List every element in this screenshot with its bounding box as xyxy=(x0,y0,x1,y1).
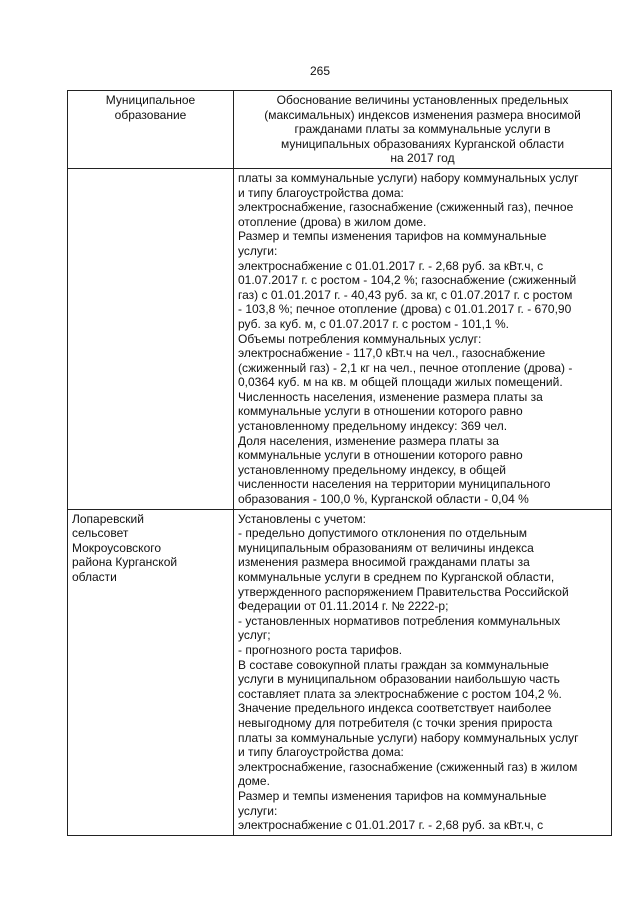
text-line: утвержденного распоряжением Правительства Российской xyxy=(238,584,569,599)
header-col1-line: Муниципальное xyxy=(105,93,196,107)
text-line: Доля населения, изменение размера платы за xyxy=(238,433,499,448)
text-line: платы за коммунальные услуги) набору коммунальных услуг xyxy=(238,730,579,745)
text-line: 0,0364 куб. м на кв. м общей площади жилых помещений. xyxy=(238,375,563,390)
table-row xyxy=(68,509,612,835)
text-line: услуги: xyxy=(238,803,278,818)
text-line: Размер и темпы изменения тарифов на коммунальные xyxy=(238,788,547,803)
text-line: - прогнозного роста тарифов. xyxy=(238,642,403,657)
text-line: В составе совокупной платы граждан за коммунальные xyxy=(238,657,549,672)
text-line: доме. xyxy=(238,774,270,789)
text-line: невыгодному для потребителя (с точки зрения прироста xyxy=(238,715,553,730)
text-line: платы за коммунальные услуги) набору коммунальных услуг xyxy=(238,170,579,185)
text-line: Установлены с учетом: xyxy=(238,511,366,526)
page-number: 265 xyxy=(309,64,331,78)
text-line: Размер и темпы изменения тарифов на коммунальные xyxy=(238,229,547,244)
text-line: отопление (дрова) в жилом доме. xyxy=(238,214,427,229)
header-col2-line: муниципальных образованиях Курганской области xyxy=(280,136,565,151)
text-line: руб. за куб. м, с 01.07.2017 г. с ростом - 101,1 %. xyxy=(238,316,510,331)
text-line: электроснабжение с 01.01.2017 г. - 2,68 руб. за кВт.ч, с xyxy=(238,258,544,273)
text-line: - предельно допустимого отклонения по отдельным xyxy=(238,526,527,541)
header-justification-cell xyxy=(234,91,612,169)
text-line: изменения размера вносимой гражданами платы за xyxy=(238,555,530,570)
text-line: услуги в муниципальном образовании наибольшую часть xyxy=(238,672,560,687)
text-line: услуги: xyxy=(238,243,278,258)
text-line: электроснабжение, газоснабжение (сжиженный газ), печное xyxy=(238,200,574,215)
text-line: коммунальные услуги в отношении которого равно xyxy=(238,448,523,463)
justification-cell xyxy=(234,168,612,509)
municipality-name-line: Мокроусовского xyxy=(72,540,162,555)
municipality-name-line: Лопаревский xyxy=(72,511,144,526)
municipality-cell xyxy=(68,509,234,835)
text-line: электроснабжение, газоснабжение (сжиженный газ) в жилом xyxy=(238,759,578,774)
text-line: установленному предельному индексу: 369 чел. xyxy=(238,419,508,434)
text-line: 01.07.2017 г. с ростом - 104,2 %; газоснабжение (сжиженный xyxy=(238,273,577,288)
table-row xyxy=(68,168,612,509)
municipality-name-line: сельсовет xyxy=(72,526,129,541)
text-line: услуг; xyxy=(238,628,271,643)
municipality-cell xyxy=(68,168,234,509)
text-line: - установленных нормативов потребления коммунальных xyxy=(238,613,561,628)
text-line: Объемы потребления коммунальных услуг: xyxy=(238,331,482,346)
header-col2-line: Обоснование величины установленных предельных xyxy=(276,93,569,107)
text-line: составляет плата за электроснабжение с ростом 104,2 %. xyxy=(238,686,562,701)
text-line: Федерации от 01.11.2014 г. № 2222-р; xyxy=(238,599,449,614)
text-line: газ) с 01.01.2017 г. - 40,43 руб. за кг, с 01.07.2017 г. с ростом xyxy=(238,287,573,302)
text-line: коммунальные услуги в отношении которого равно xyxy=(238,404,523,419)
text-line: Значение предельного индекса соответствует наиболее xyxy=(238,701,552,716)
tariff-table xyxy=(67,90,612,836)
text-line: образования - 100,0 %, Курганской области - 0,04 % xyxy=(238,492,529,507)
municipality-name-line: района Курганской xyxy=(72,555,178,570)
municipality-name-line: области xyxy=(72,570,117,584)
justification-cell xyxy=(234,509,612,835)
text-line: (сжиженный газ) - 2,1 кг на чел., печное отопление (дрова) - xyxy=(238,360,573,375)
header-col1-line: образование xyxy=(114,107,187,122)
text-line: установленному предельному индексу, в общей xyxy=(238,462,506,477)
text-line: численности населения на территории муниципального xyxy=(238,477,551,492)
text-line: и типу благоустройства дома: xyxy=(238,185,404,200)
header-col2-line: гражданами платы за коммунальные услуги в xyxy=(294,122,551,137)
header-municipality-cell xyxy=(68,91,234,169)
text-line: электроснабжение - 117,0 кВт.ч на чел., газоснабжение xyxy=(238,346,546,361)
text-line: электроснабжение с 01.01.2017 г. - 2,68 руб. за кВт.ч, с xyxy=(238,818,544,833)
text-line: муниципальным образованиям от величины индекса xyxy=(238,540,534,555)
text-line: Численность населения, изменение размера платы за xyxy=(238,389,543,404)
text-line: - 103,8 %; печное отопление (дрова) с 01.01.2017 г. - 670,90 xyxy=(238,302,572,317)
text-line: и типу благоустройства дома: xyxy=(238,745,404,760)
text-line: коммунальные услуги в среднем по Курганской области, xyxy=(238,570,555,584)
header-col2-line: на 2017 год xyxy=(390,151,455,166)
table-header-row xyxy=(68,91,612,169)
header-col2-line: (максимальных) индексов изменения размера вносимой xyxy=(264,107,581,122)
